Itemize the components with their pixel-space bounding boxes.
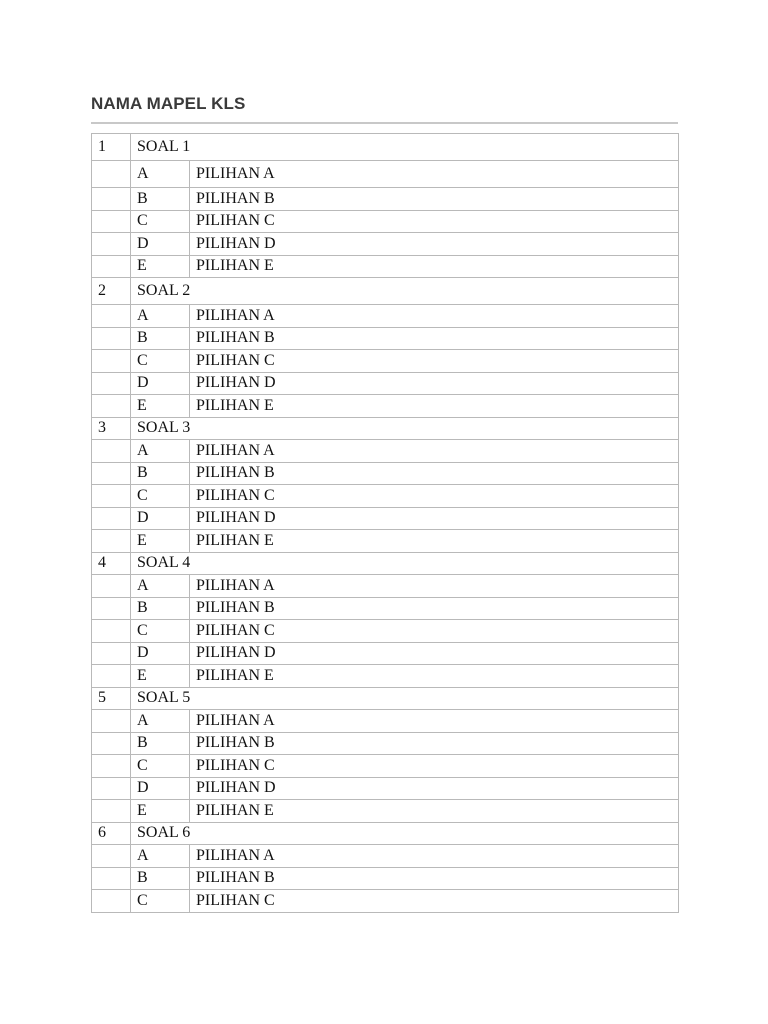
option-letter: A <box>131 710 190 733</box>
question-text: SOAL 5 <box>131 687 679 710</box>
option-spacer-cell <box>92 462 131 485</box>
option-spacer-cell <box>92 620 131 643</box>
option-spacer-cell <box>92 665 131 688</box>
option-text: PILIHAN E <box>190 395 679 418</box>
option-spacer-cell <box>92 161 131 188</box>
option-spacer-cell <box>92 305 131 328</box>
option-spacer-cell <box>92 350 131 373</box>
option-spacer-cell <box>92 372 131 395</box>
option-spacer-cell <box>92 755 131 778</box>
option-letter: C <box>131 890 190 913</box>
option-row <box>92 710 679 733</box>
option-text: PILIHAN A <box>190 710 679 733</box>
option-text: PILIHAN B <box>190 732 679 755</box>
question-number: 3 <box>92 417 131 440</box>
option-letter: C <box>131 755 190 778</box>
question-text: SOAL 2 <box>131 278 679 305</box>
option-row <box>92 161 679 188</box>
option-text: PILIHAN B <box>190 597 679 620</box>
option-letter: C <box>131 620 190 643</box>
option-letter: C <box>131 485 190 508</box>
option-spacer-cell <box>92 395 131 418</box>
question-text: SOAL 3 <box>131 417 679 440</box>
option-spacer-cell <box>92 255 131 278</box>
option-spacer-cell <box>92 800 131 823</box>
option-letter: B <box>131 867 190 890</box>
option-row <box>92 350 679 373</box>
question-number: 2 <box>92 278 131 305</box>
option-letter: A <box>131 440 190 463</box>
option-text: PILIHAN B <box>190 188 679 211</box>
page-title: NAMA MAPEL KLS <box>91 94 246 113</box>
option-text: PILIHAN A <box>190 440 679 463</box>
option-spacer-cell <box>92 732 131 755</box>
option-text: PILIHAN D <box>190 642 679 665</box>
quiz-table-body <box>92 134 679 913</box>
option-spacer-cell <box>92 890 131 913</box>
question-row <box>92 822 679 845</box>
option-spacer-cell <box>92 575 131 598</box>
option-row <box>92 665 679 688</box>
option-row <box>92 485 679 508</box>
option-letter: E <box>131 800 190 823</box>
option-letter: A <box>131 845 190 868</box>
option-spacer-cell <box>92 642 131 665</box>
option-row <box>92 233 679 256</box>
option-spacer-cell <box>92 233 131 256</box>
question-row <box>92 687 679 710</box>
option-letter: D <box>131 233 190 256</box>
option-row <box>92 507 679 530</box>
option-letter: D <box>131 777 190 800</box>
option-text: PILIHAN C <box>190 350 679 373</box>
option-row <box>92 395 679 418</box>
question-row <box>92 417 679 440</box>
option-row <box>92 305 679 328</box>
question-row <box>92 552 679 575</box>
option-letter: B <box>131 188 190 211</box>
option-letter: D <box>131 507 190 530</box>
option-spacer-cell <box>92 845 131 868</box>
option-text: PILIHAN D <box>190 233 679 256</box>
option-text: PILIHAN B <box>190 327 679 350</box>
question-text: SOAL 4 <box>131 552 679 575</box>
option-spacer-cell <box>92 188 131 211</box>
option-letter: C <box>131 350 190 373</box>
option-spacer-cell <box>92 710 131 733</box>
option-row <box>92 372 679 395</box>
option-row <box>92 890 679 913</box>
quiz-table <box>91 133 679 913</box>
option-text: PILIHAN E <box>190 530 679 553</box>
option-row <box>92 642 679 665</box>
option-row <box>92 755 679 778</box>
option-row <box>92 327 679 350</box>
option-text: PILIHAN C <box>190 485 679 508</box>
option-row <box>92 620 679 643</box>
option-row <box>92 530 679 553</box>
option-spacer-cell <box>92 327 131 350</box>
option-letter: D <box>131 642 190 665</box>
question-number: 4 <box>92 552 131 575</box>
title-underline <box>91 122 678 124</box>
option-row <box>92 188 679 211</box>
option-letter: B <box>131 462 190 485</box>
option-letter: A <box>131 161 190 188</box>
option-letter: E <box>131 395 190 418</box>
option-row <box>92 597 679 620</box>
option-spacer-cell <box>92 777 131 800</box>
option-spacer-cell <box>92 485 131 508</box>
option-text: PILIHAN C <box>190 890 679 913</box>
option-text: PILIHAN C <box>190 755 679 778</box>
option-row <box>92 255 679 278</box>
option-text: PILIHAN B <box>190 462 679 485</box>
question-number: 5 <box>92 687 131 710</box>
option-row <box>92 575 679 598</box>
option-row <box>92 732 679 755</box>
option-text: PILIHAN B <box>190 867 679 890</box>
option-letter: A <box>131 305 190 328</box>
option-row <box>92 210 679 233</box>
question-text: SOAL 1 <box>131 134 679 161</box>
option-text: PILIHAN D <box>190 372 679 395</box>
option-spacer-cell <box>92 507 131 530</box>
option-row <box>92 777 679 800</box>
option-spacer-cell <box>92 210 131 233</box>
option-text: PILIHAN A <box>190 161 679 188</box>
option-letter: D <box>131 372 190 395</box>
option-text: PILIHAN C <box>190 210 679 233</box>
option-spacer-cell <box>92 867 131 890</box>
option-letter: E <box>131 255 190 278</box>
option-text: PILIHAN D <box>190 507 679 530</box>
option-letter: B <box>131 327 190 350</box>
option-letter: B <box>131 597 190 620</box>
question-row <box>92 134 679 161</box>
option-spacer-cell <box>92 440 131 463</box>
option-spacer-cell <box>92 530 131 553</box>
option-letter: A <box>131 575 190 598</box>
option-letter: B <box>131 732 190 755</box>
question-text: SOAL 6 <box>131 822 679 845</box>
option-letter: C <box>131 210 190 233</box>
option-text: PILIHAN A <box>190 575 679 598</box>
option-text: PILIHAN E <box>190 665 679 688</box>
option-text: PILIHAN E <box>190 800 679 823</box>
option-row <box>92 867 679 890</box>
question-number: 6 <box>92 822 131 845</box>
option-text: PILIHAN A <box>190 305 679 328</box>
option-row <box>92 800 679 823</box>
option-text: PILIHAN D <box>190 777 679 800</box>
question-row <box>92 278 679 305</box>
option-row <box>92 462 679 485</box>
question-number: 1 <box>92 134 131 161</box>
option-row <box>92 440 679 463</box>
option-text: PILIHAN A <box>190 845 679 868</box>
option-text: PILIHAN E <box>190 255 679 278</box>
option-row <box>92 845 679 868</box>
option-letter: E <box>131 665 190 688</box>
option-spacer-cell <box>92 597 131 620</box>
option-letter: E <box>131 530 190 553</box>
option-text: PILIHAN C <box>190 620 679 643</box>
